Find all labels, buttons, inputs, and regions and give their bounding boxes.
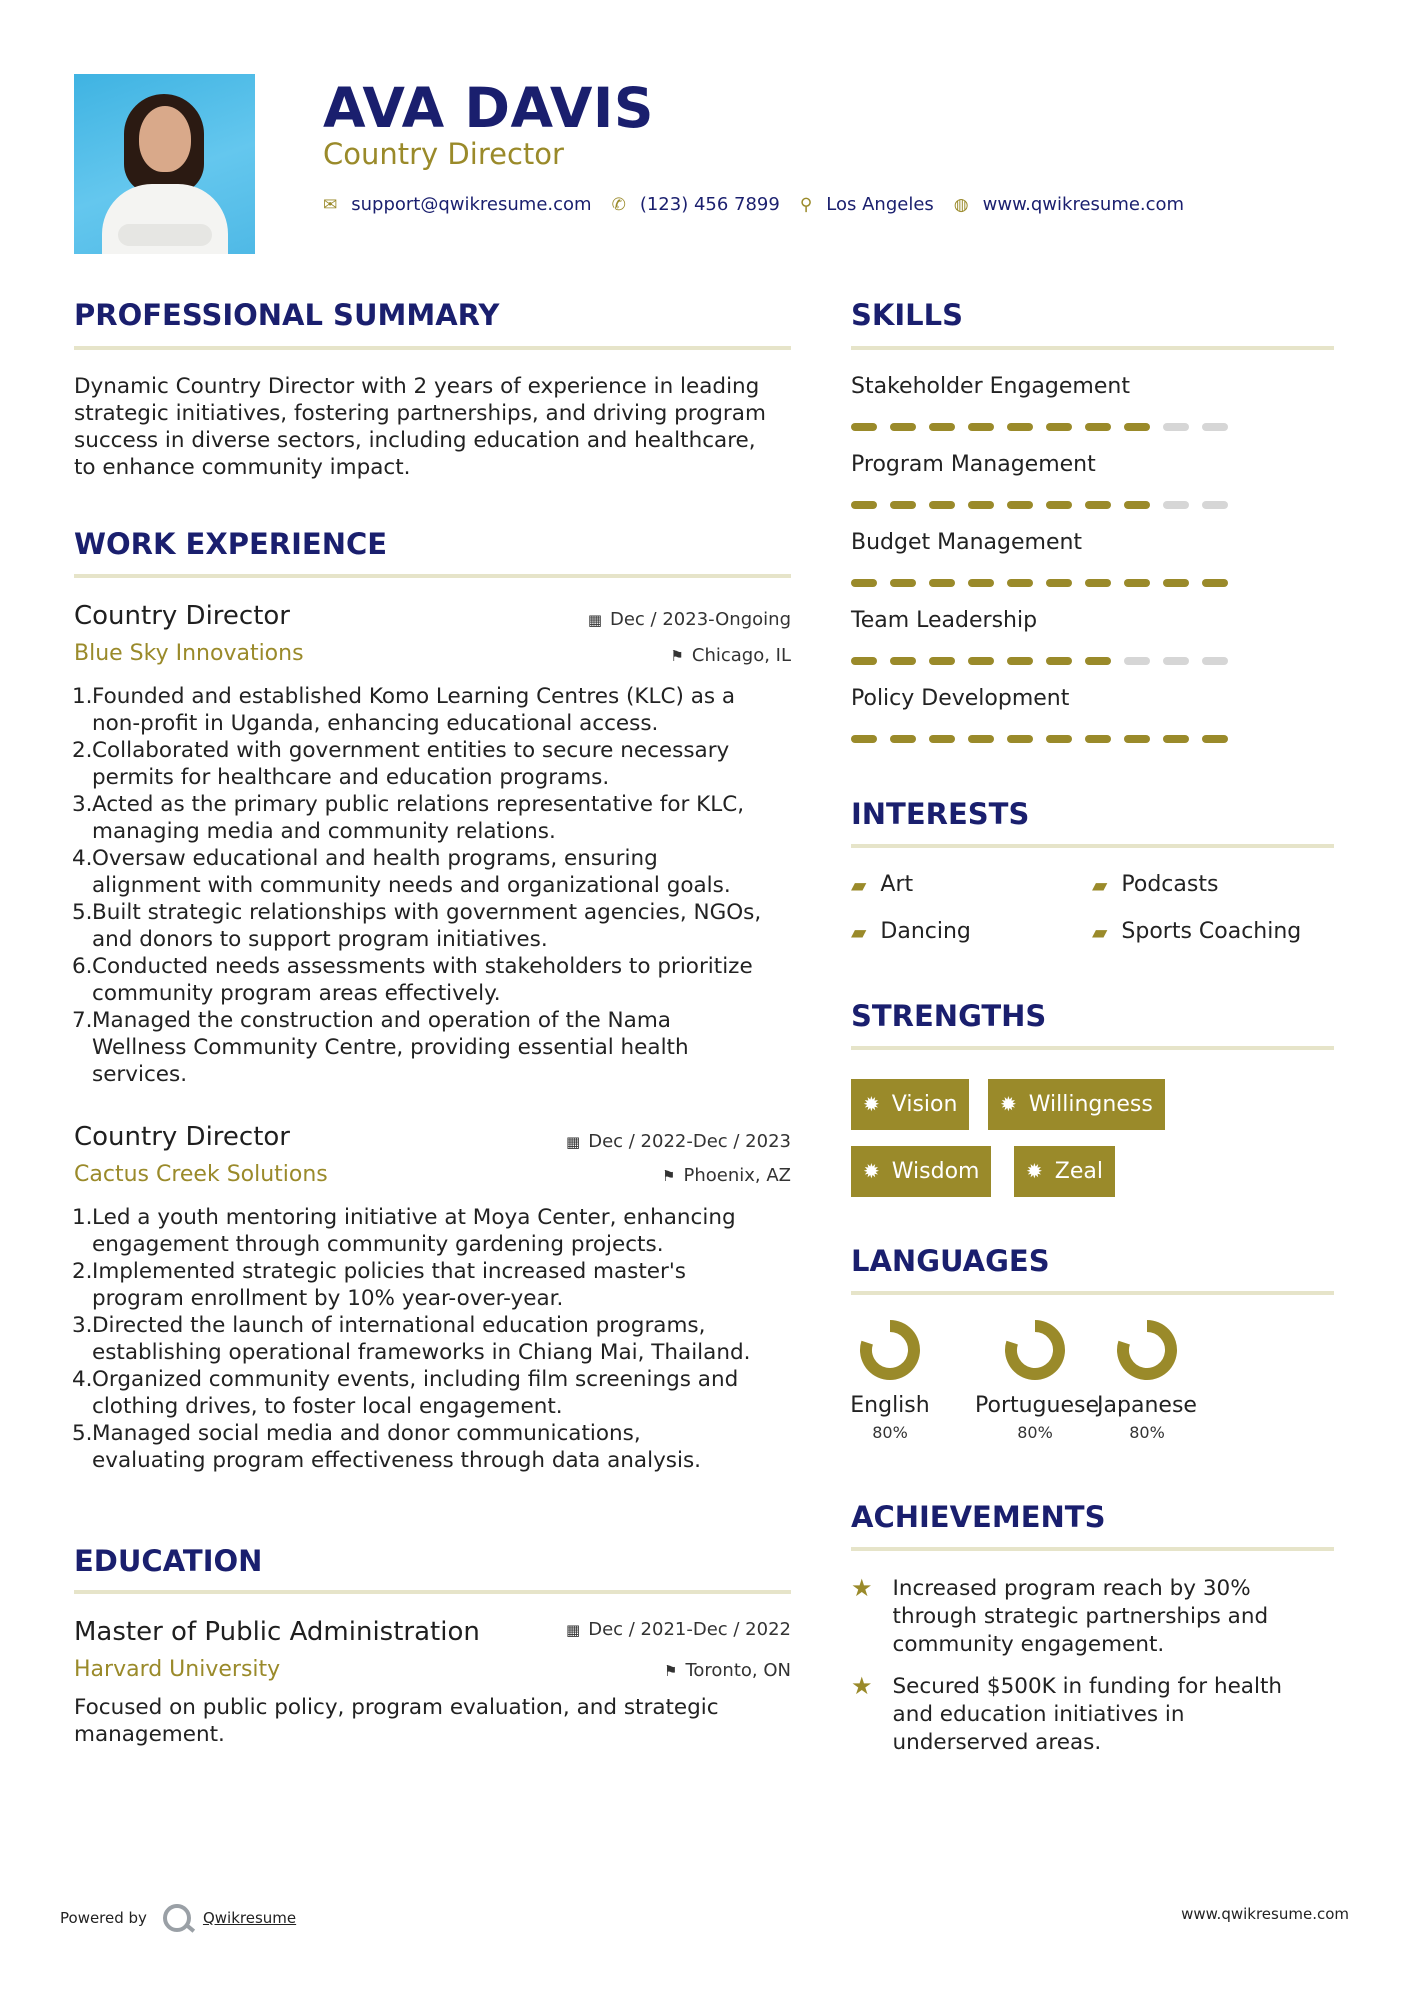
list-item: 5. Managed social media and donor communications, evaluating program effectiveness through data analysis. (72, 1421, 702, 1473)
summary-text: Dynamic Country Director with 2 years of experience in leading strategic initiatives, fostering partnerships, and driving program success in diverse sectors, including education and healthcare, to enhance community impact. (74, 374, 766, 480)
qwikresume-link[interactable]: Qwikresume (202, 1909, 297, 1927)
achievements-heading: ACHIEVEMENTS (851, 1500, 1106, 1534)
skill-name: Stakeholder Engagement (851, 374, 1130, 399)
job-2-bullets (74, 1204, 814, 1474)
language-item-english: English 80% (830, 1318, 950, 1444)
list-item: 7. Managed the construction and operation of the Nama Wellness Community Centre, providing essential health services. (72, 1008, 689, 1087)
interest-item: ▰ Podcasts (1092, 872, 1219, 897)
badge-icon: ✹ (1000, 1092, 1017, 1116)
strength-chip: ✹ Willingness (988, 1079, 1165, 1130)
languages-heading: LANGUAGES (851, 1244, 1050, 1278)
skill-level-dash (968, 657, 994, 665)
skill-level-dash (1046, 735, 1072, 743)
skill-level-bar (851, 579, 1228, 587)
badge-icon: ✹ (1026, 1159, 1043, 1183)
skill-level-dash (851, 579, 877, 587)
list-item: 3. Acted as the primary public relations representative for KLC, managing media and community relations. (72, 792, 745, 844)
interests-heading: INTERESTS (851, 797, 1030, 831)
achievement-item: ★ Secured $500K in funding for health and education initiatives in underserved areas. (851, 1672, 1283, 1755)
skill-name: Program Management (851, 452, 1096, 477)
skills-heading: SKILLS (851, 298, 963, 332)
skill-level-dash (929, 657, 955, 665)
education-date: ▦ Dec / 2021-Dec / 2022 (566, 1619, 791, 1640)
job-2-title: Country Director (74, 1122, 290, 1152)
skill-level-bar (851, 501, 1228, 509)
skill-level-dash (1202, 579, 1228, 587)
website-link[interactable]: www.qwikresume.com (982, 194, 1185, 215)
work-divider (74, 574, 791, 578)
interest-item: ▰ Art (851, 872, 914, 897)
language-gauge (1115, 1318, 1179, 1382)
skill-level-dash (1007, 735, 1033, 743)
location-text: Los Angeles (826, 194, 934, 215)
job-1-location: ⚑ Chicago, IL (670, 645, 791, 666)
list-item: 3. Directed the launch of international education programs, establishing operational frameworks in Chiang Mai, Thailand. (72, 1313, 751, 1365)
footer-site-link[interactable]: www.qwikresume.com (1181, 1905, 1349, 1923)
skill-name: Policy Development (851, 686, 1070, 711)
skill-name: Team Leadership (851, 608, 1038, 633)
skill-level-dash (968, 735, 994, 743)
job-2-company: Cactus Creek Solutions (74, 1162, 328, 1187)
skill-level-dash (968, 579, 994, 587)
star-trophy-icon: ★ (851, 1672, 873, 1700)
interest-item: ▰ Sports Coaching (1092, 919, 1302, 944)
book-icon: ▰ (851, 873, 867, 897)
achievements-divider (851, 1547, 1334, 1551)
skill-level-dash (929, 735, 955, 743)
email-icon: ✉ (323, 195, 338, 215)
book-icon: ▰ (1092, 920, 1108, 944)
calendar-icon: ▦ (587, 611, 602, 629)
email-link[interactable]: support@qwikresume.com (351, 194, 592, 215)
degree-title: Master of Public Administration (74, 1617, 480, 1647)
phone-text: (123) 456 7899 (639, 194, 780, 215)
strengths-divider (851, 1046, 1334, 1050)
list-item: 4. Oversaw educational and health programs, ensuring alignment with community needs and organizational goals. (72, 846, 731, 898)
skill-level-dash (890, 501, 916, 509)
skill-name: Budget Management (851, 530, 1083, 555)
skill-level-dash (890, 423, 916, 431)
interest-item: ▰ Dancing (851, 919, 971, 944)
strength-chip: ✹ Zeal (1014, 1146, 1115, 1197)
skill-level-dash (1124, 657, 1150, 665)
language-gauge (1003, 1318, 1067, 1382)
job-2-location: ⚑ Phoenix, AZ (662, 1165, 791, 1186)
skill-level-dash (1046, 501, 1072, 509)
skill-level-dash (1202, 501, 1228, 509)
achievement-item: ★ Increased program reach by 30% through strategic partnerships and community engagement. (851, 1574, 1269, 1657)
skill-level-dash (1007, 657, 1033, 665)
book-icon: ▰ (1092, 873, 1108, 897)
skill-level-dash (1124, 423, 1150, 431)
qwikresume-logo-icon (163, 1904, 191, 1932)
skill-level-dash (1007, 579, 1033, 587)
school-name: Harvard University (74, 1657, 281, 1682)
skill-level-dash (1085, 735, 1111, 743)
skill-level-dash (1163, 501, 1189, 509)
list-item: 6. Conducted needs assessments with stakeholders to prioritize community program areas effectively. (72, 954, 753, 1006)
candidate-name: AVA DAVIS (323, 76, 655, 140)
profile-photo (74, 74, 255, 254)
pin-icon: ⚑ (662, 1167, 676, 1185)
calendar-icon: ▦ (566, 1133, 581, 1151)
contact-bar (323, 193, 1204, 217)
list-item: 5. Built strategic relationships with government agencies, NGOs, and donors to support program initiatives. (72, 900, 762, 952)
strength-chip: ✹ Vision (851, 1079, 969, 1130)
skill-level-dash (851, 735, 877, 743)
skill-level-bar (851, 657, 1228, 665)
job-1-title: Country Director (74, 601, 290, 631)
skill-level-dash (1124, 735, 1150, 743)
badge-icon: ✹ (863, 1159, 880, 1183)
list-item: 2. Collaborated with government entities to secure necessary permits for healthcare and education programs. (72, 738, 730, 790)
job-1-bullets (74, 683, 814, 1088)
skill-level-dash (1163, 579, 1189, 587)
skill-level-dash (1046, 657, 1072, 665)
education-description: Focused on public policy, program evaluation, and strategic management. (74, 1695, 719, 1747)
skill-level-dash (890, 579, 916, 587)
skills-divider (851, 346, 1334, 350)
skill-level-bar (851, 735, 1228, 743)
list-item: 1. Led a youth mentoring initiative at Moya Center, enhancing engagement through community gardening projects. (72, 1205, 736, 1257)
list-item: 1. Founded and established Komo Learning Centres (KLC) as a non-profit in Uganda, enhancing educational access. (72, 684, 736, 736)
education-divider (74, 1590, 791, 1594)
skill-level-dash (1163, 657, 1189, 665)
summary-divider (74, 346, 791, 350)
languages-divider (851, 1291, 1334, 1295)
skill-level-dash (1124, 579, 1150, 587)
strengths-heading: STRENGTHS (851, 999, 1047, 1033)
skill-level-dash (1124, 501, 1150, 509)
badge-icon: ✹ (863, 1092, 880, 1116)
education-heading: EDUCATION (74, 1544, 263, 1578)
skill-level-dash (1163, 423, 1189, 431)
pin-icon: ⚑ (670, 647, 684, 665)
list-item: 2. Implemented strategic policies that increased master's program enrollment by 10% year-over-year. (72, 1259, 686, 1311)
work-heading: WORK EXPERIENCE (74, 527, 388, 561)
location-pin-icon: ⚲ (799, 195, 813, 215)
skill-level-dash (1202, 423, 1228, 431)
job-1-company: Blue Sky Innovations (74, 641, 304, 666)
skill-level-dash (890, 657, 916, 665)
skill-level-dash (968, 423, 994, 431)
skill-level-dash (1085, 579, 1111, 587)
skill-level-dash (1046, 423, 1072, 431)
skill-level-dash (1046, 579, 1072, 587)
globe-icon: ◍ (953, 195, 969, 215)
skill-level-dash (890, 735, 916, 743)
skill-level-dash (1085, 423, 1111, 431)
skill-level-bar (851, 423, 1228, 431)
skill-level-dash (1085, 501, 1111, 509)
star-trophy-icon: ★ (851, 1574, 873, 1602)
skill-level-dash (968, 501, 994, 509)
skill-level-dash (1085, 657, 1111, 665)
pin-icon: ⚑ (664, 1662, 678, 1680)
strength-chip: ✹ Wisdom (851, 1146, 991, 1197)
calendar-icon: ▦ (566, 1621, 581, 1639)
skill-level-dash (929, 501, 955, 509)
skill-level-dash (1007, 501, 1033, 509)
education-location: ⚑ Toronto, ON (664, 1660, 791, 1681)
job-1-date: ▦ Dec / 2023-Ongoing (587, 609, 791, 630)
interests-divider (851, 844, 1334, 848)
book-icon: ▰ (851, 920, 867, 944)
language-item-japanese: Japanese 80% (1087, 1318, 1207, 1444)
skill-level-dash (851, 501, 877, 509)
skill-level-dash (929, 579, 955, 587)
skill-level-dash (851, 423, 877, 431)
phone-icon: ✆ (611, 195, 626, 215)
skill-level-dash (851, 657, 877, 665)
powered-by: Powered by Qwikresume (60, 1904, 296, 1932)
skill-level-dash (1202, 657, 1228, 665)
job-2-date: ▦ Dec / 2022-Dec / 2023 (566, 1131, 791, 1152)
list-item: 4. Organized community events, including film screenings and clothing drives, to foster local engagement. (72, 1367, 739, 1419)
summary-heading: PROFESSIONAL SUMMARY (74, 298, 500, 332)
language-gauge (858, 1318, 922, 1382)
candidate-role: Country Director (323, 137, 564, 171)
skill-level-dash (1163, 735, 1189, 743)
skill-level-dash (1202, 735, 1228, 743)
language-item-portuguese: Portuguese 80% (975, 1318, 1095, 1444)
skill-level-dash (1007, 423, 1033, 431)
skill-level-dash (929, 423, 955, 431)
